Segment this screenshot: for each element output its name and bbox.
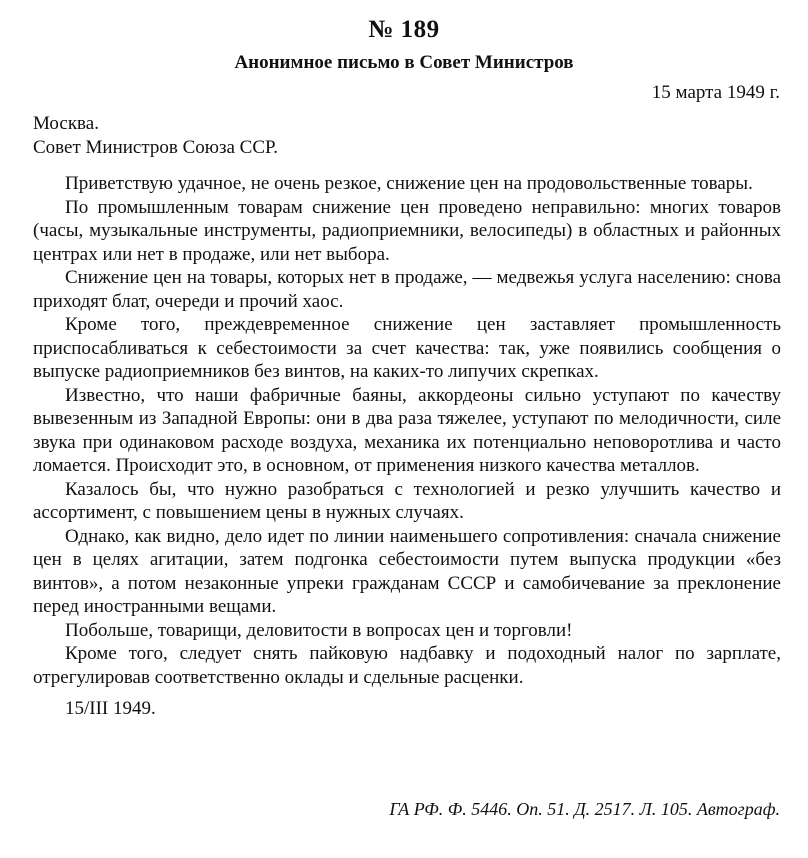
archival-source: ГА РФ. Ф. 5446. Оп. 51. Д. 2517. Л. 105. Автограф. bbox=[389, 799, 780, 819]
signature-date: 15/III 1949. bbox=[65, 698, 156, 719]
letter-body bbox=[33, 172, 781, 721]
paragraph: Однако, как видно, дело идет по линии наименьшего сопротивления: сначала снижение цен в целях агитации, затем подгонка себестоимости путем выпуска продукции «без винтов», а потом незаконные упреки гражданам СССР и самобичевание за преклонение перед иностранными вещами. bbox=[33, 525, 781, 617]
paragraph: Приветствую удачное, не очень резкое, снижение цен на продовольственные товары. bbox=[65, 173, 753, 194]
document-title: Анонимное письмо в Совет Министров bbox=[234, 52, 574, 73]
document-date: 15 марта 1949 г. bbox=[651, 82, 780, 103]
address-city: Москва. bbox=[33, 113, 99, 134]
paragraph: Известно, что наши фабричные баяны, аккордеоны сильно уступают по качеству вывезенным из Западной Европы: они в два раза тяжелее, уступают по мелодичности, силе звука при одинаковом расходе воздуха, механика их потенциально неповоротлива и часто ломается. Происходит это, в основном, от применения низкого качества металлов. bbox=[33, 384, 781, 476]
paragraph: Казалось бы, что нужно разобраться с технологией и резко улучшить качество и ассортимент, с повышением цены в нужных случаях. bbox=[33, 478, 781, 523]
paragraph: Кроме того, следует снять пайковую надбавку и подоходный налог по зарплате, отрегулировав соответственно оклады и сдельные расценки. bbox=[33, 643, 781, 688]
paragraph: По промышленным товарам снижение цен проведено неправильно: многих товаров (часы, музыкальные инструменты, радиоприемники, велосипеды) в областных и районных центрах или нет в продаже, или нет выбора. bbox=[33, 196, 781, 265]
document-number: № 189 bbox=[368, 16, 440, 43]
paragraph: Снижение цен на товары, которых нет в продаже, — медвежья услуга населению: снова приходят блат, очереди и прочий хаос. bbox=[33, 267, 781, 312]
address-recipient: Совет Министров Союза ССР. bbox=[33, 137, 278, 158]
paragraph: Кроме того, преждевременное снижение цен заставляет промышленность приспосабливаться к себестоимости за счет качества: так, уже появились сообщения о выпуске радиоприемников без винтов, на каких-то липучих скрепках. bbox=[33, 314, 781, 382]
paragraph: Побольше, товарищи, деловитости в вопросах цен и торговли! bbox=[65, 619, 573, 641]
